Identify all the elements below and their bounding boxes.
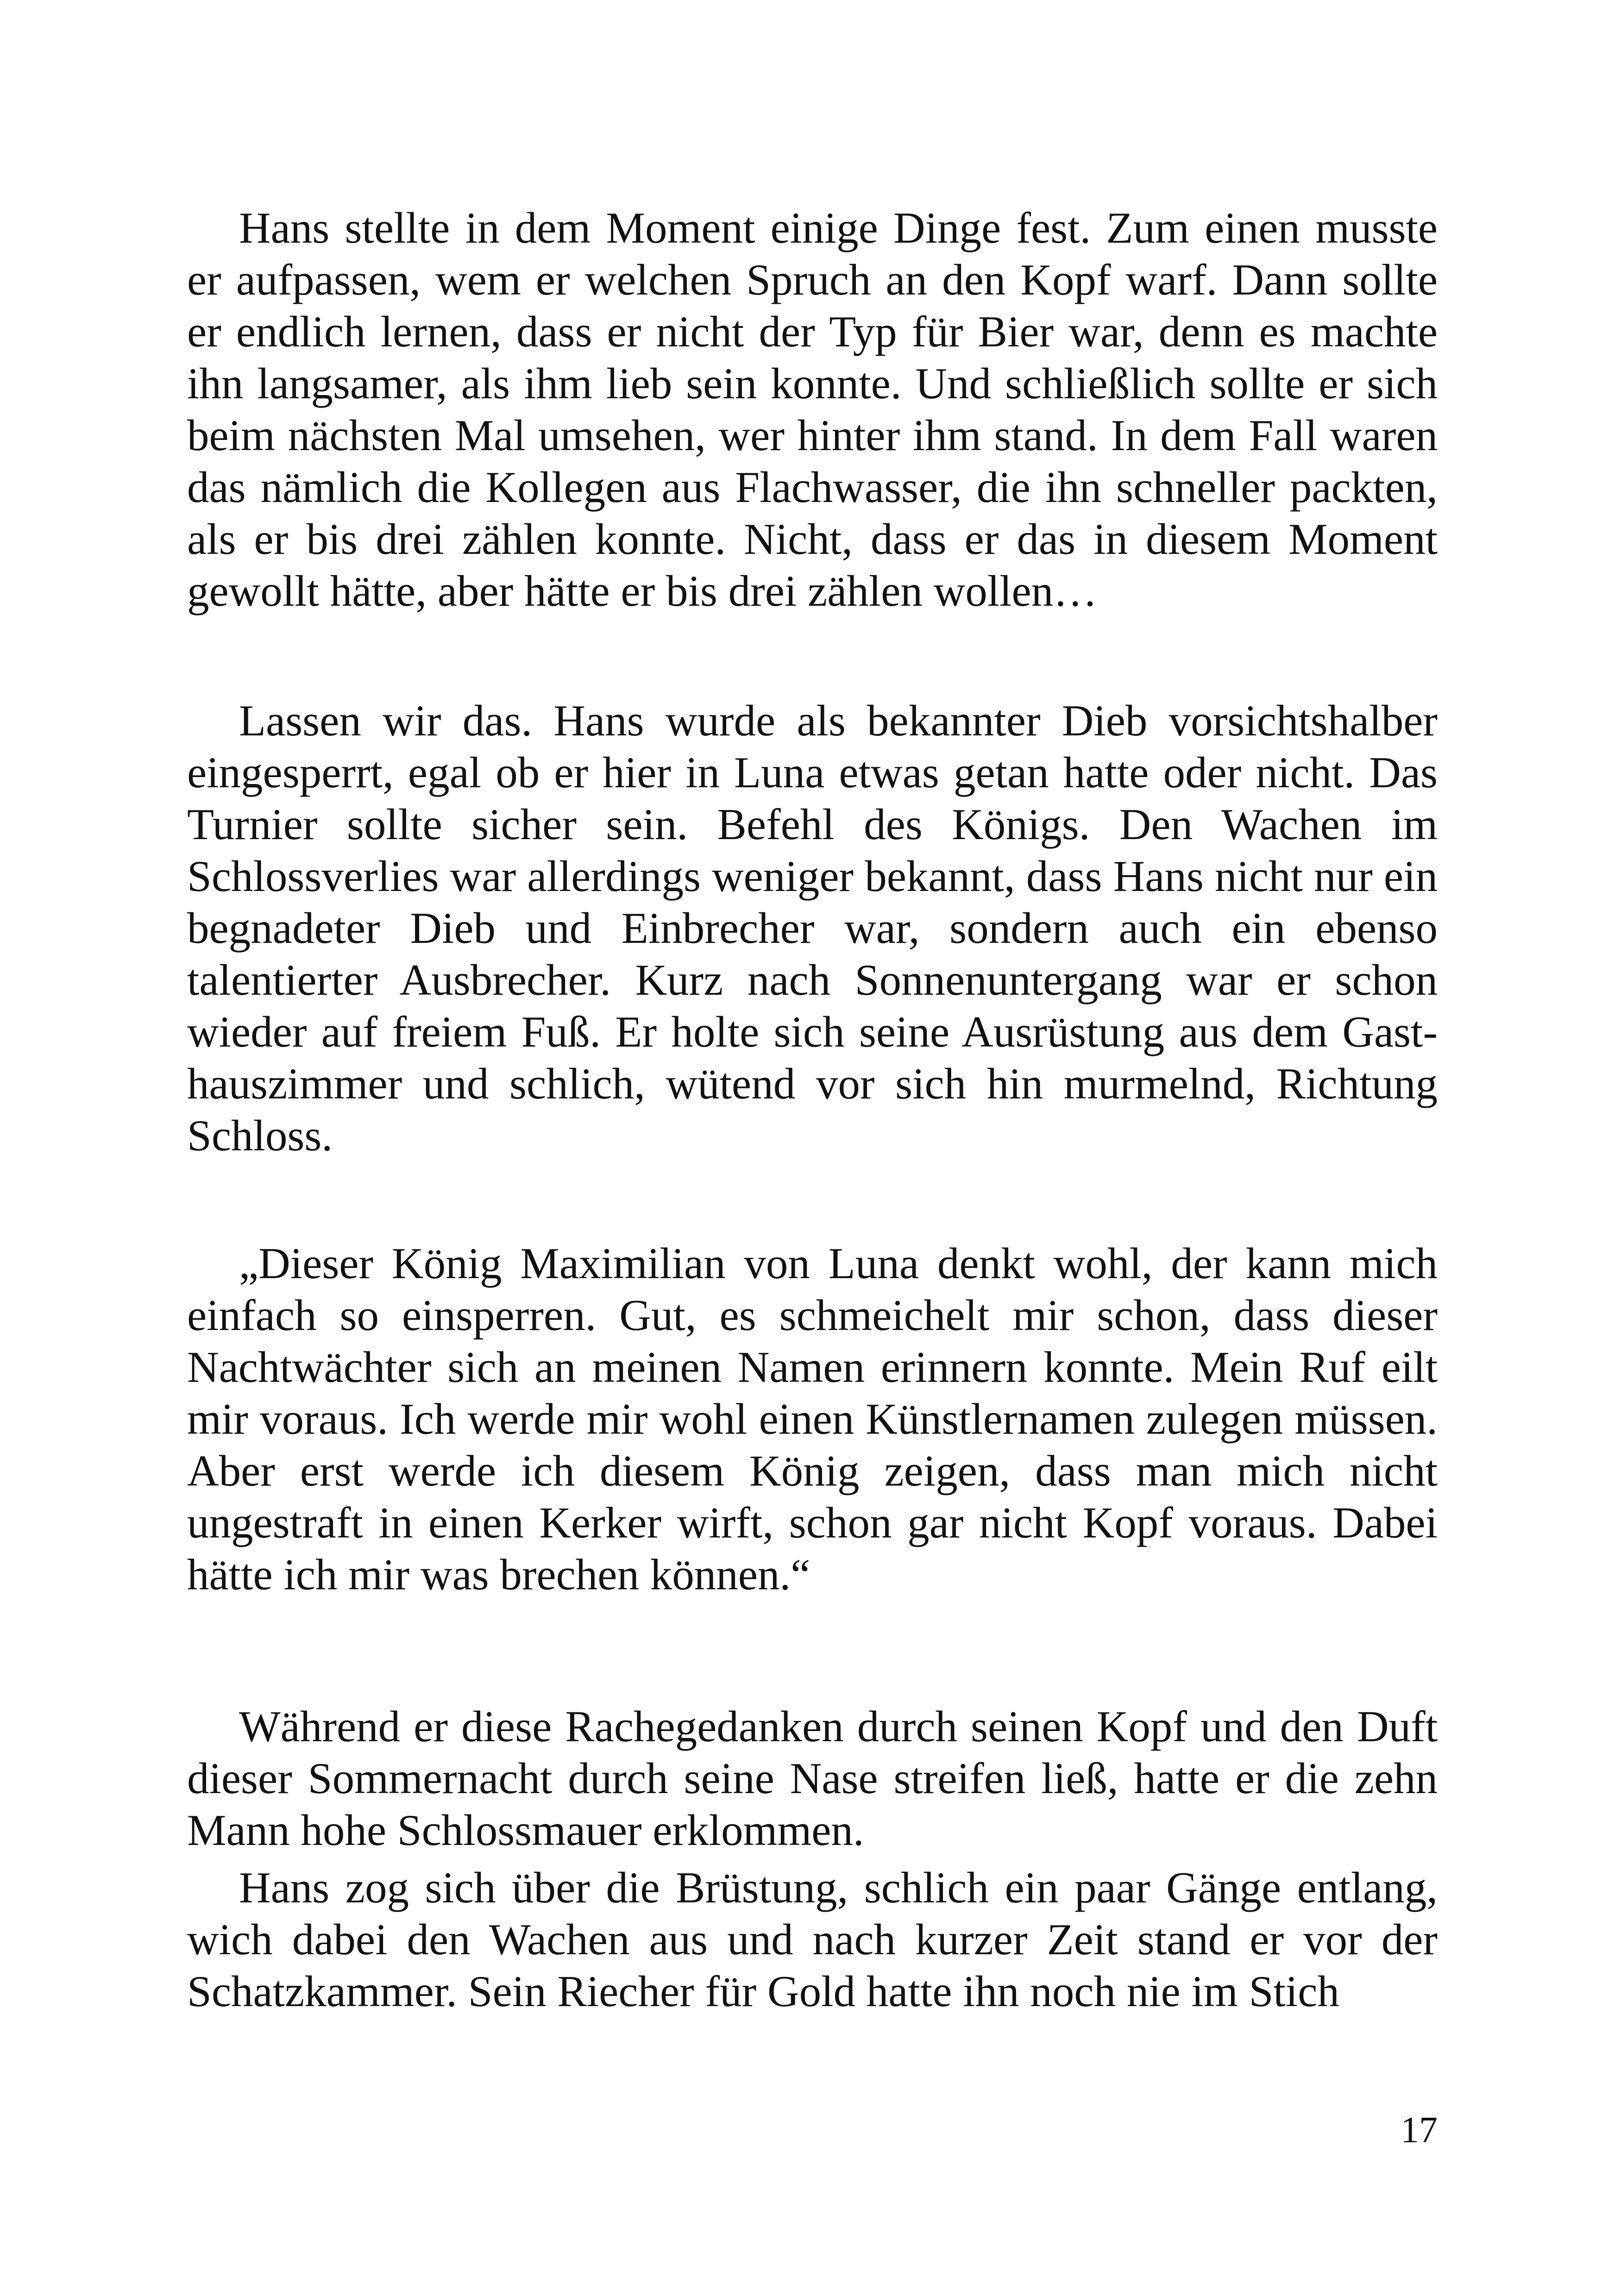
- paragraph-4: Während er diese Rachegedanken durch seinen Kopf und den Duft dieser Sommernacht durch seine Nase streifen ließ, hatte er die zehn Mann hohe Schlossmauer erklommen.: [187, 1702, 1438, 1855]
- paragraph-3: „Dieser König Maximilian von Luna denkt wohl, der kann mich einfach so einsperren. Gut, es schmeichelt mir schon, dass dieser Nachtwächter sich an meinen Namen erinnern konnte. Mein Ruf eilt mir voraus. Ich werde mir wohl einen Künstlernamen zulegen müssen. Aber erst werde ich diesem König zeigen, dass man mich nicht ungestraft in einen Kerker wirft, schon gar nicht Kopf voraus. Dabei hätte ich mir was brechen können.“: [187, 1239, 1438, 1599]
- page-number: 17: [1401, 2110, 1438, 2151]
- paragraph-2: Lassen wir das. Hans wurde als bekannter Dieb vorsichtshalber eingesperrt, egal ob er hier in Luna etwas getan hatte oder nicht. Das Turnier sollte sicher sein. Befehl des Königs. Den Wachen im Schlossverlies war allerdings weniger bekannt, dass Hans nicht nur ein begnadeter Dieb und Einbrecher war, sondern auch ein ebenso talentierter Ausbrecher. Kurz nach Sonnenuntergang war er schon wieder auf freiem Fuß. Er holte sich seine Ausrüstung aus dem Gasthauszimmer und schlich, wütend vor sich hin murmelnd, Richtung Schloss.: [187, 696, 1438, 1160]
- paragraph-5: Hans zog sich über die Brüstung, schlich ein paar Gänge entlang, wich dabei den Wachen aus und nach kurzer Zeit stand er vor der Schatzkammer. Sein Riecher für Gold hatte ihn noch nie im Stich: [187, 1863, 1438, 2016]
- paragraph-1: Hans stellte in dem Moment einige Dinge fest. Zum einen musste er aufpassen, wem er welchen Spruch an den Kopf warf. Dann sollte er endlich lernen, dass er nicht der Typ für Bier war, denn es machte ihn langsamer, als ihm lieb sein konnte. Und schließlich sollte er sich beim nächsten Mal umsehen, wer hinter ihm stand. In dem Fall waren das nämlich die Kollegen aus Flachwasser, die ihn schneller packten, als er bis drei zählen konnte. Nicht, dass er das in diesem Moment gewollt hätte, aber hätte er bis drei zählen wollen…: [187, 203, 1438, 615]
